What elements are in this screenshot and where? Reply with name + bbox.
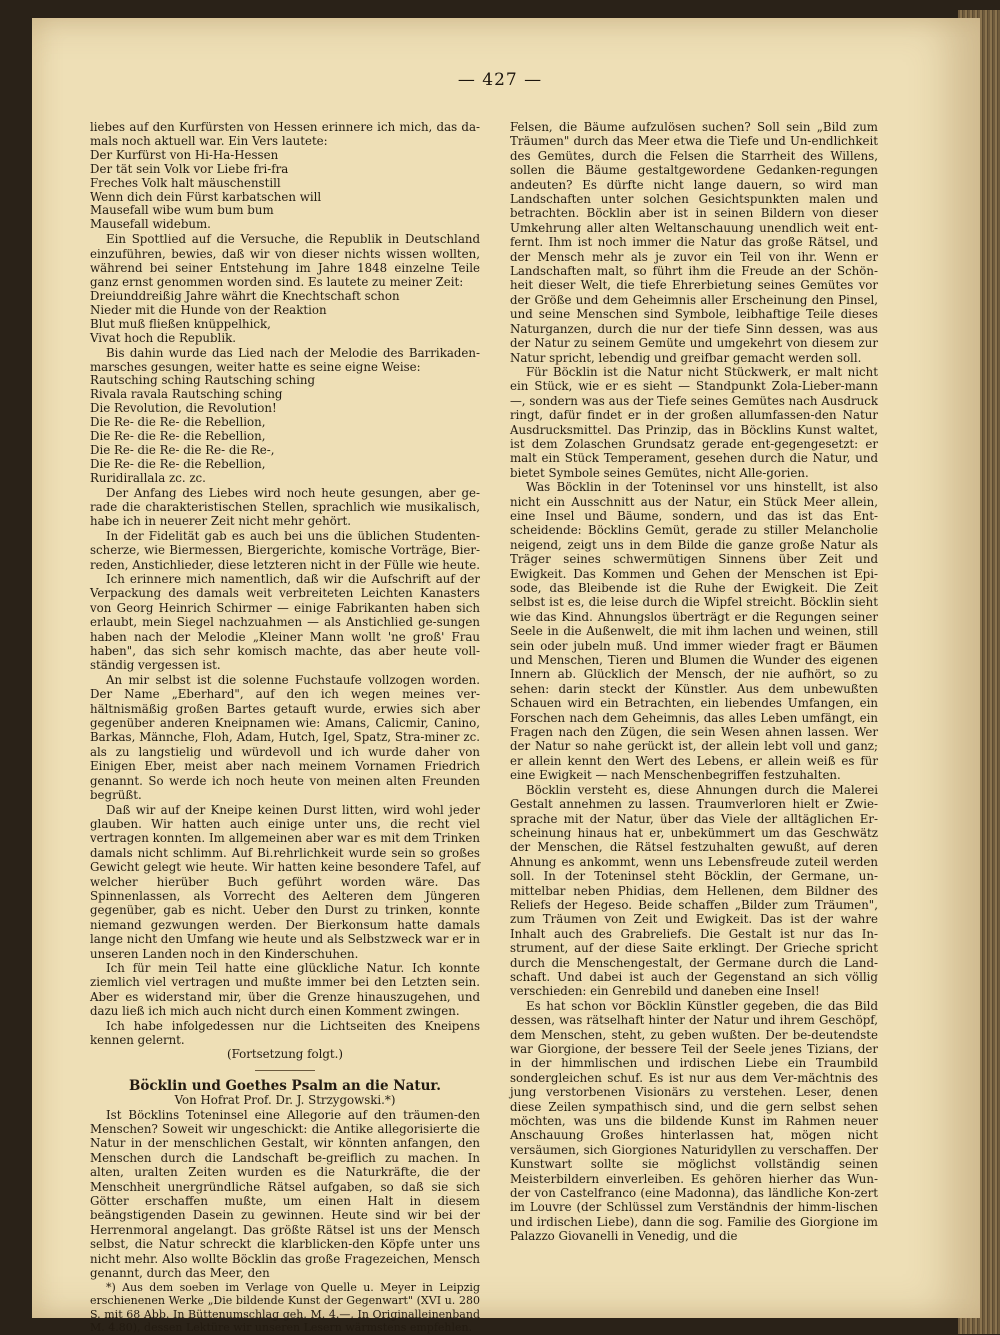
paragraph: Böcklin versteht es, diese Ahnungen durch die Malerei Gestalt annehmen zu lassen. Traumverloren hielt er Zwie-sprache mit der Natur, über das Viele der alltäglichen Er-scheinung hinaus hat er, unbekümmert um das Geschwätz der Menschen, die Rätsel festzuhalten gewußt, auf deren Ahnung es ankommt, wenn uns Lebensfreude zuteil werden soll. In der Toteninsel steht Böcklin, der Germane, un-mittelbar neben Phidias, dem Hellenen, dem Bildner des Reliefs der Hegeso. Beide schaffen „Bilder zum Träumen", zum Träumen von Zeit und Ewigkeit. Das ist der wahre Inhalt auch des Grabreliefs. Die Gestalt ist nur das In-strument, auf der diese Saite erklingt. Der Grieche spricht durch die Menschengestalt, der Germane durch die Land-schaft. Und dabei ist auch der Gegenstand an sich völlig verschieden: ein Genrebild und daneben eine Insel! xyxy=(510,782,878,999)
paragraph: liebes auf den Kurfürsten von Hessen erinnere ich mich, das da-mals noch aktuell war. Ein Vers lautete: xyxy=(90,120,480,149)
page-number: — 427 — xyxy=(457,70,543,90)
paragraph: In der Fidelität gab es auch bei uns die üblichen Studenten-scherze, wie Biermessen, Biergerichte, komische Vorträge, Bier-reden, Anstichlieder, diese letzteren nicht in der Fülle wie heute. xyxy=(90,528,480,572)
song-verse: Der Kurfürst von Hi-Ha-Hessen Der tät sein Volk vor Liebe fri-fra Freches Volk halt mäuschenstill Wenn dich dein Fürst karbatschen will Mausefall wibe wum bum bum Mausefall widebum. xyxy=(90,147,322,232)
continuation-note: (Fortsetzung folgt.) xyxy=(227,1047,343,1062)
section-divider xyxy=(255,1070,315,1071)
footnote: *) Aus dem soeben im Verlage von Quelle u. Meyer in Leipzig erschienenen Werke „Die bildende Kunst der Gegenwart" (XVI u. 280 S. mit 68 Abb. In Büttenumschlag geh. M. 4.—, In Originalleinenband M. 4.80), dessen Lektüre wir unseren Lesern wärmstens empfehlen. xyxy=(90,1280,480,1335)
song-verse: Dreiunddreißig Jahre währt die Knechtschaft schon Nieder mit die Hunde von der Reaktion Blut muß fließen knüppelhick, Vivat hoch die Republik. xyxy=(90,288,400,345)
song-verse: Rautsching sching Rautsching sching Rivala ravala Rautsching sching Die Revolution, die Revolution! Die Re- die Re- die Rebellion, Die Re- die Re- die Rebellion, Die Re- die Re- die Re- die Re-, Die Re- die Re- die Rebellion, Ruridirallala zc. zc. xyxy=(90,373,316,485)
article-title: Böcklin und Goethes Psalm an die Natur. xyxy=(128,1077,442,1094)
left-column xyxy=(90,120,480,1335)
paragraph: Daß wir auf der Kneipe keinen Durst litten, wird wohl jeder glauben. Wir hatten auch einige unter uns, die recht viel vertragen konnten. Im allgemeinen aber war es mit dem Trinken damals nicht schlimm. Auf Bi.rehrlichkeit wurde sein so großes Gewicht gelegt wie heute. Wir hatten keine besondere Tafel, auf welcher hierüber Buch geführt worden wäre. Das Spinnenlassen, als Vorrecht des Aelteren dem Jüngeren gegenüber, gab es nicht. Ueber den Durst zu trinken, konnte niemand gezwungen werden. Der Bierkonsum hatte damals lange nicht den Umfang wie heute und als Selbstzweck war er in unseren Landen noch in den Kinderschuhen. xyxy=(90,802,480,961)
paragraph: Bis dahin wurde das Lied nach der Melodie des Barrikaden-marsches gesungen, weiter hatte es seine eigne Weise: xyxy=(90,345,480,374)
paragraph: Ich für mein Teil hatte eine glückliche Natur. Ich konnte ziemlich viel vertragen und mußte immer bei den Letzten sein. Aber es widerstand mir, über die Grenze hinauszugehen, und dazu ließ ich mich auch nicht durch einen Komment zwingen. xyxy=(90,960,480,1019)
paragraph: Was Böcklin in der Toteninsel vor uns hinstellt, ist also nicht ein Ausschnitt aus der Natur, ein Stück Meer allein, eine Insel und Bäume, sondern, und das ist das Ent-scheidende: Böcklins Gemüt, gerade zu stiller Melancholie neigend, zeigt uns in dem Bilde die ganze große Natur als Träger seines schwermütigen Sinnens über Zeit und Ewigkeit. Das Kommen und Gehen der Menschen ist Epi-sode, das Bleibende ist die Ruhe der Ewigkeit. Die Zeit selbst ist es, die leise durch die Wipfel streicht. Böcklin sieht wie das Kind. Ahnungslos überträgt er die Regungen seiner Seele in die Außenwelt, die mit ihm lachen und weinen, still sein oder jubeln muß. Und immer wieder fragt er Bäumen und Menschen, Tieren und Blumen die Wunder des eigenen Innern ab. Glücklich der Mensch, der nie aufhört, so zu sehen: darin steckt der Künstler. Aus dem unbewußten Schauen wird ein Betrachten, ein liebendes Umfangen, ein Forschen nach dem Geheimnis, das alles Leben umfängt, ein Fragen nach den Zügen, die sein Wesen ahnen lassen. Wer der Natur so nahe gerückt ist, der allein lebt voll und ganz; er allein kennt den Wert des Lebens, er allein weiß es für eine Ewigkeit — nach Menschenbegriffen festzuhalten. xyxy=(510,480,878,783)
paragraph: Ich erinnere mich namentlich, daß wir die Aufschrift auf der Verpackung des damals weit verbreiteten Leichten Kanasters von Georg Heinrich Schirmer — einige Fabrikanten haben sich erlaubt, mein Siegel nachzuahmen — als Anstichlied ge-sungen haben nach der Melodie „Kleiner Mann wollt 'ne groß' Frau haben", das sich sehr komisch machte, das aber heute voll-ständig vergessen ist. xyxy=(90,572,480,673)
paragraph: An mir selbst ist die solenne Fuchstaufe vollzogen worden. Der Name „Eberhard", auf den ich wegen meines ver-hältnismäßig großen Bartes getauft wurde, erwies sich aber gegenüber anderen Kneipnamen wie: Amans, Calicmir, Canino, Barkas, Männche, Floh, Adam, Hutch, Igel, Spatz, Stra-miner zc. als zu langstielig und würdevoll und ich wurde daher von Einigen Eber, meist aber nach meinem Vornamen Friedrich genannt. So werde ich noch heute von meinen alten Freunden begrüßt. xyxy=(90,672,480,803)
paragraph: Für Böcklin ist die Natur nicht Stückwerk, er malt nicht ein Stück, wie er es sieht — Standpunkt Zola-Lieber-mann —, sondern was aus der Tiefe seines Gemütes nach Ausdruck ringt, dafür findet er in der großen allumfassen-den Natur Ausdrucksmittel. Das Prinzip, das in Böcklins Kunst waltet, ist dem Zolaschen Grundsatz gerade ent-gegengesetzt: er malt ein Stück Temperament, gesehen durch die Natur, und bietet Symbole seines Gemütes, nicht Alle-gorien. xyxy=(510,364,878,480)
paragraph: Ist Böcklins Toteninsel eine Allegorie auf den träumen-den Menschen? Soweit wir ungeschickt: die Antike allegorisierte die Natur in der menschlichen Gestalt, wir könnten anfangen, den Menschen durch die Landschaft be-greiflich zu machen. In alten, uralten Zeiten wurden es die Naturkräfte, die der Menschheit unergründliche Rätsel aufgaben, so daß sie sich Götter erschaffen mußte, um einen Halt in diesem beängstigenden Dasein zu gewinnen. Heute sind wir bei der Herrenmoral angelangt. Das größte Rätsel ist uns der Mensch selbst, die Natur schreckt die klarblicken-den Köpfe unter uns nicht mehr. Also wollte Böcklin das große Fragezeichen, Mensch genannt, durch das Meer, den xyxy=(90,1107,480,1281)
paragraph: Ein Spottlied auf die Versuche, die Republik in Deutschland einzuführen, bewies, daß wir von dieser nichts wissen wollten, während bei seiner Entstehung im Jahre 1848 einzelne Teile ganz ernst genommen worden sind. Es lautete zu meiner Zeit: xyxy=(90,232,480,290)
paragraph: Der Anfang des Liebes wird noch heute gesungen, aber ge-rade die charakteristischen Stellen, sprachlich wie musikalisch, habe ich in neuerer Zeit nicht mehr gehört. xyxy=(90,485,480,529)
paragraph: Felsen, die Bäume aufzulösen suchen? Soll sein „Bild zum Träumen" durch das Meer etwa die Tiefe und Un-endlichkeit des Gemütes, durch die Felsen die Starrheit des Willens, sollen die Bäume gestaltgewordene Gedanken-regungen andeuten? Es dürfte nicht lange dauern, so wird man Landschaften unter solchen Gesichtspunkten malen und betrachten. Böcklin aber ist in seinen Bildern von dieser Umkehrung aller alten Weltanschauung unendlich weit ent-fernt. Ihm ist noch immer die Natur das große Rätsel, und der Mensch mehr als je zuvor ein Teil von ihr. Wenn er Landschaften malt, so führt ihm die Freude an der Schön-heit dieser Welt, die tiefe Ehrerbietung seines Gemütes vor der Größe und dem Geheimnis aller Erscheinung den Pinsel, und seine Menschen sind Symbole, leibhaftige Teile dieses Naturganzen, durch die nur der tiefe Sinn dessen, was aus der Natur zu seinem Gemüte und umgekehrt von diesem zur Natur spricht, lebendig und greifbar gemacht werden soll. xyxy=(510,120,878,365)
article-byline: Von Hofrat Prof. Dr. J. Strzygowski.*) xyxy=(174,1093,396,1108)
right-column xyxy=(510,120,878,1244)
paragraph: Es hat schon vor Böcklin Künstler gegeben, die das Bild dessen, was rätselhaft hinter der Natur und ihrem Geschöpf, dem Menschen, steht, zu geben wußten. Der be-deutendste war Giorgione, der bessere Teil der Seele jenes Tizians, der in der himmlischen und irdischen Liebe ein Traumbild sondergleichen schuf. Es ist nur aus dem Ver-mächtnis des jung verstorbenen Visionärs zu verstehen. Leser, denen diese Zeilen sympathisch sind, und die gern selbst sehen möchten, was uns die bildende Kunst im Rahmen neuer Anschauung Großes hinterlassen hat, mögen nicht versäumen, sich Giorgiones Naturidyllen zu verschaffen. Der Kunstwart sollte sie möglichst vollständig seinen Meisterbildern einverleiben. Es gehören hierher das Wun-der von Castelfranco (eine Madonna), das ländliche Kon-zert im Louvre (der Schlüssel zum Verständnis der himm-lischen und irdischen Liebe), dann die sog. Familie des Giorgione im Palazzo Giovanelli in Venedig, und die xyxy=(510,998,878,1244)
paragraph: Ich habe infolgedessen nur die Lichtseiten des Kneipens kennen gelernt. xyxy=(90,1018,480,1047)
